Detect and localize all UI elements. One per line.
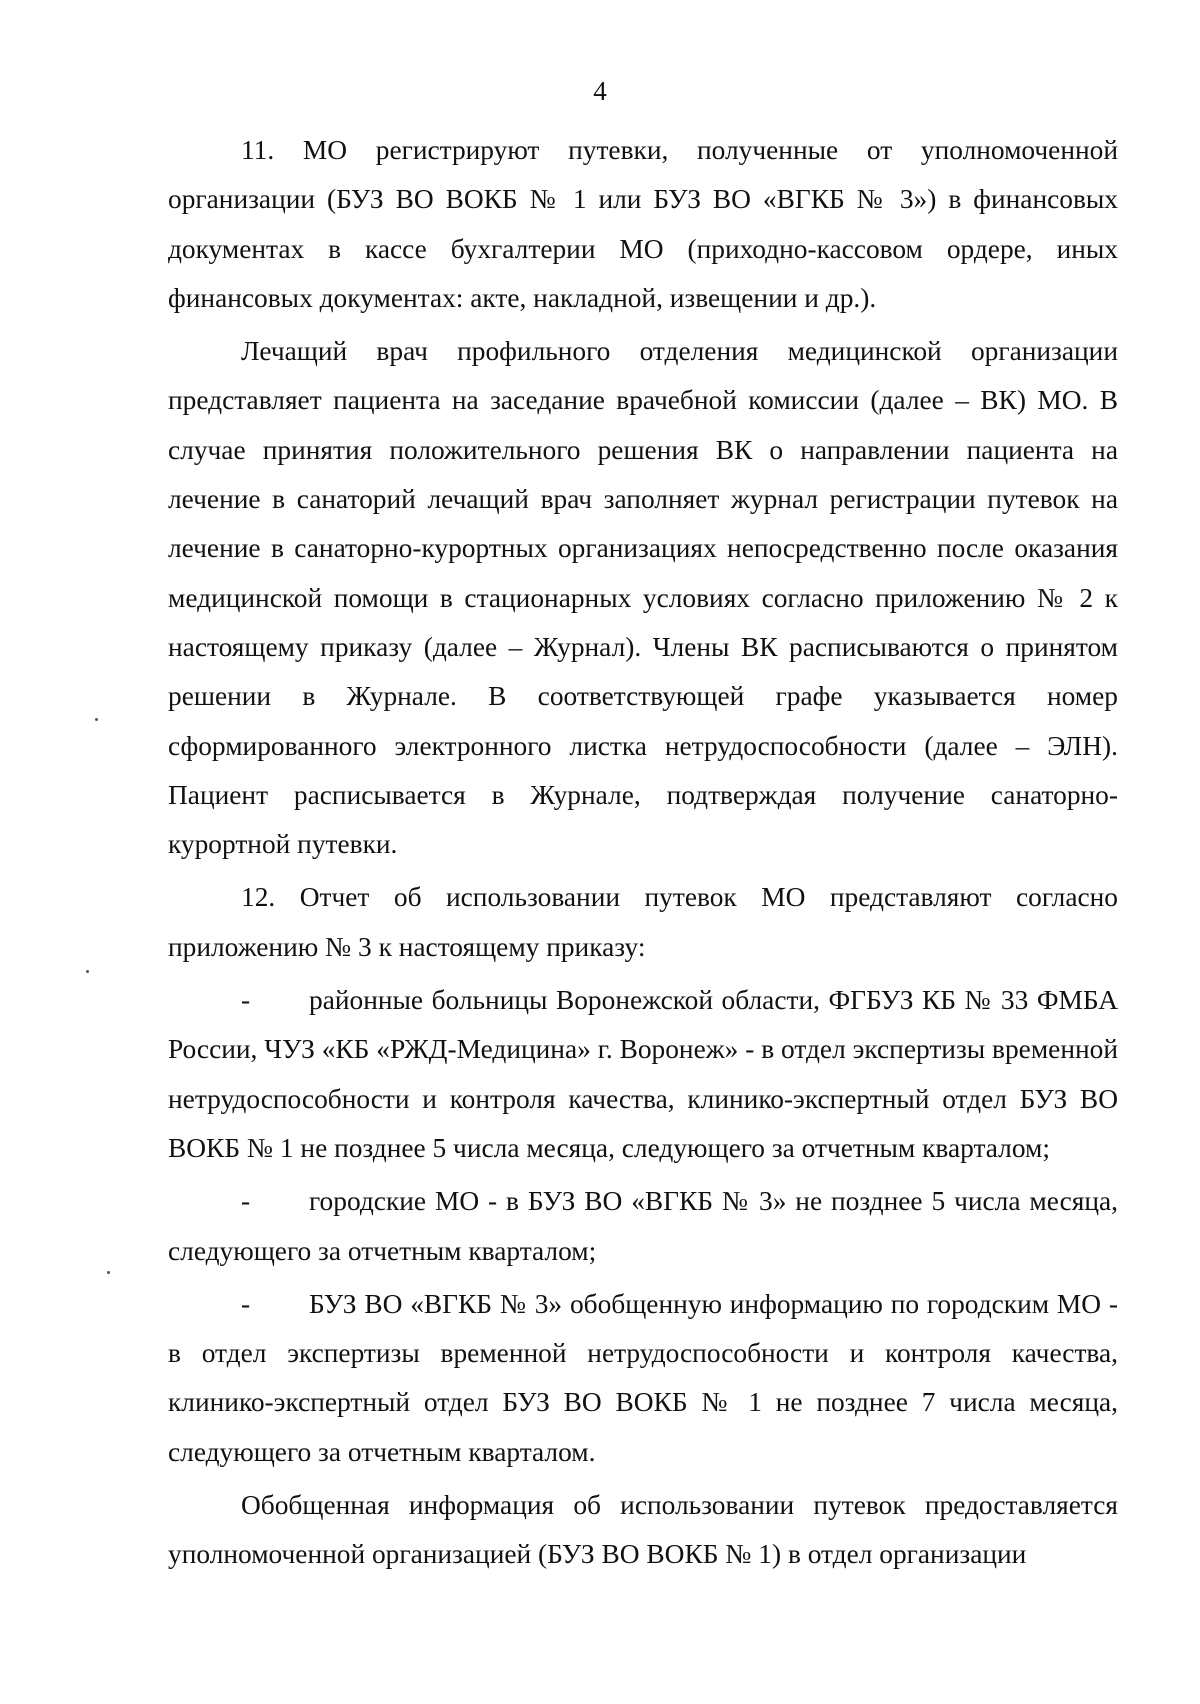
scan-speck	[86, 970, 89, 973]
scan-speck	[95, 718, 98, 721]
list-dash: -	[241, 985, 251, 1016]
list-item-vgkb-3	[168, 1280, 1118, 1477]
paragraph-11: 11. МО регистрируют путевки, полученные от уполномоченной организации (БУЗ ВО ВОКБ № 1 или БУЗ ВО «ВГКБ № 3») в финансовых документах в кассе бухгалтерии МО (приходно-кассовом ордере, иных финансовых документах: акте, накладной, извещении и др.).	[168, 135, 1118, 313]
list-item-text: БУЗ ВО «ВГКБ № 3» обобщенную информацию по городским МО - в отдел экспертизы временной нетрудоспособности и контроля качества, клинико-экспертный отдел БУЗ ВО ВОКБ № 1 не позднее 7 числа месяца, следующего за отчетным кварталом.	[168, 1288, 1118, 1467]
page-number: 4	[593, 76, 607, 106]
paragraph-12: 12. Отчет об использовании путевок МО представляют согласно приложению № 3 к настоящему приказу:	[168, 882, 1118, 962]
list-item-city-mo	[168, 1177, 1118, 1276]
list-dash: -	[241, 1186, 251, 1217]
list-item-text: районные больницы Воронежской области, ФГБУЗ КБ № 33 ФМБА России, ЧУЗ «КБ «РЖД-Медицина» г. Воронеж» - в отдел экспертизы временной нетрудоспособности и контроля качества, клинико-экспертный отдел БУЗ ВО ВОКБ № 1 не позднее 5 числа месяца, следующего за отчетным кварталом;	[168, 985, 1118, 1163]
document-body	[168, 126, 1118, 1580]
list-item-text: городские МО - в БУЗ ВО «ВГКБ № 3» не позднее 5 числа месяца, следующего за отчетным кварталом;	[168, 1186, 1118, 1266]
scan-speck	[107, 1271, 110, 1274]
list-dash: -	[241, 1288, 251, 1319]
list-item-district-hospitals	[168, 976, 1118, 1173]
paragraph-summary-information: Обобщенная информация об использовании путевок предоставляется уполномоченной организацией (БУЗ ВО ВОКБ № 1) в отдел организации	[168, 1490, 1118, 1570]
paragraph-attending-physician: Лечащий врач профильного отделения медицинской организации представляет пациента на заседание врачебной комиссии (далее – ВК) МО. В случае принятия положительного решения ВК о направлении пациента на лечение в санаторий лечащий врач заполняет журнал регистрации путевок на лечение в санаторно-курортных организациях непосредственно после оказания медицинской помощи в стационарных условиях согласно приложению № 2 к настоящему приказу (далее – Журнал). Члены ВК расписываются о принятом решении в Журнале. В соответствующей графе указывается номер сформированного электронного листка нетрудоспособности (далее – ЭЛН). Пациент расписывается в Журнале, подтверждая получение санаторно-курортной путевки.	[168, 336, 1118, 860]
